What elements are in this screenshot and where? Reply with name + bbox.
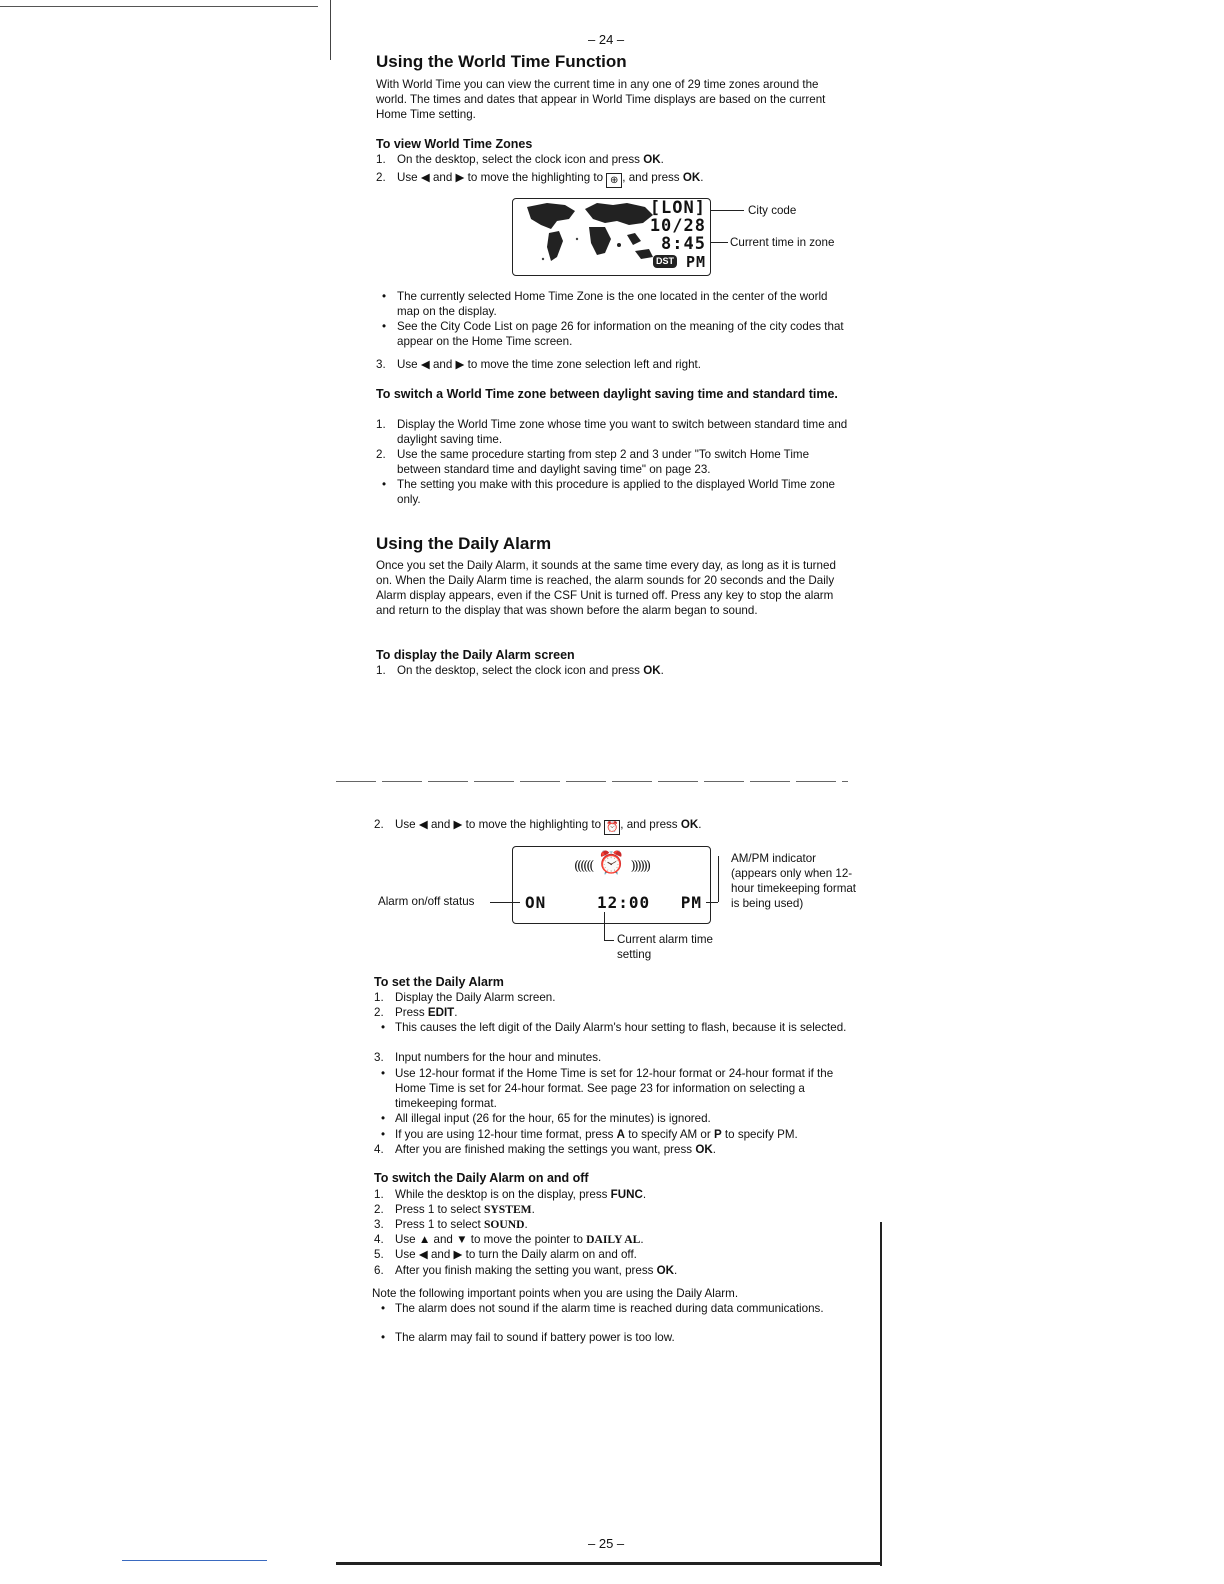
current-time-leader xyxy=(710,242,728,243)
step-text-end: . xyxy=(700,171,704,184)
dst-step-2 xyxy=(376,447,850,477)
bullet-dot: • xyxy=(381,1331,386,1344)
dst-heading: To switch a World Time zone between daylight saving time and standard time. xyxy=(376,387,838,401)
display-alarm-heading: To display the Daily Alarm screen xyxy=(376,648,575,662)
dst-note xyxy=(382,477,850,507)
step-text-end: . xyxy=(642,1188,647,1201)
city-code-callout: City code xyxy=(748,204,797,217)
step-text-end: . xyxy=(660,664,664,677)
view-zones-heading: To view World Time Zones xyxy=(376,137,533,151)
step-number: 1. xyxy=(376,418,386,431)
set-step-1 xyxy=(374,990,850,1005)
alarm-note-1 xyxy=(381,1301,850,1316)
step-number: 6. xyxy=(374,1264,384,1277)
alarm-status-display: ON xyxy=(525,893,547,912)
set-note-format xyxy=(381,1066,850,1111)
step-text: Use ◀ and ▶ to turn the Daily alarm on and off. xyxy=(395,1248,637,1261)
world-time-lcd xyxy=(512,198,711,276)
step-text-mid: , and press xyxy=(622,171,683,184)
world-time-intro: With World Time you can view the current time in any one of 29 time zones around the world. The times and dates that appear in World Time displays are based on the current Home Time setting. xyxy=(376,78,826,121)
menu-system: SYSTEM xyxy=(483,1203,532,1216)
step-number: 3. xyxy=(374,1218,384,1231)
step-text-end: . xyxy=(531,1203,535,1216)
alarm-time-leader-v xyxy=(604,912,605,940)
bullet-dot: • xyxy=(381,1021,386,1034)
step-text: On the desktop, select the clock icon and press xyxy=(397,153,644,166)
step-text: Input numbers for the hour and minutes. xyxy=(395,1051,602,1064)
page-number-bottom: – 25 – xyxy=(588,1536,625,1551)
step-number: 1. xyxy=(376,153,386,166)
dst-step-1 xyxy=(376,417,850,447)
step-text: Use ◀ and ▶ to move the highlighting to xyxy=(395,818,605,831)
step-number: 2. xyxy=(376,448,386,461)
note-text: All illegal input (26 for the hour, 65 for the minutes) is ignored. xyxy=(395,1112,711,1125)
dst-badge: DST xyxy=(653,255,677,268)
bullet-dot: • xyxy=(382,290,387,303)
daily-alarm-intro: Once you set the Daily Alarm, it sounds at the same time every day, as long as it is turned on. When the Daily Alarm time is reached, the alarm sounds for 20 seconds and the Daily Alarm display appears, even if the CSF Unit is turned off. Press any key to stop the alarm and return to the display that was shown before the alarm began to sound. xyxy=(376,559,836,617)
bottom-edge xyxy=(336,1562,882,1565)
note-text: The setting you make with this procedure is applied to the displayed World Time zone only. xyxy=(397,478,836,506)
note-text: See the City Code List on page 26 for information on the meaning of the city codes that appear on the Home Time screen. xyxy=(397,320,844,348)
step-text: Press 1 to select xyxy=(395,1218,484,1231)
view-step-3 xyxy=(376,357,850,372)
step-number: 3. xyxy=(376,358,386,371)
key-a: A xyxy=(616,1128,626,1141)
set-alarm-heading: To set the Daily Alarm xyxy=(374,975,504,989)
step-text-end: . xyxy=(524,1218,528,1231)
bullet-dot: • xyxy=(381,1112,386,1125)
world-time-title: Using the World Time Function xyxy=(376,52,627,71)
page-fold-divider xyxy=(336,781,848,782)
step-text-end: . xyxy=(660,153,664,166)
note-text: If you are using 12-hour time format, press xyxy=(395,1128,617,1141)
city-code-display: [LON] xyxy=(649,198,706,218)
time-display: 8:45 xyxy=(661,234,706,254)
menu-daily-al: DAILY AL xyxy=(586,1233,641,1246)
sound-waves-left: (((((( xyxy=(573,859,593,874)
step-number: 2. xyxy=(374,818,384,831)
step-text: After you finish making the setting you want, press xyxy=(395,1264,657,1277)
step-number: 5. xyxy=(374,1248,384,1261)
bullet-dot: • xyxy=(381,1302,386,1315)
key-p: P xyxy=(713,1128,722,1141)
step-text: Use the same procedure starting from step 2 and 3 under "To switch Home Time between standard time and daylight saving time" on page 23. xyxy=(397,448,810,476)
note-text-mid: to specify AM or xyxy=(625,1128,714,1141)
bullet-dot: • xyxy=(381,1128,386,1141)
display-step-1 xyxy=(376,663,850,678)
step-text-end: . xyxy=(674,1264,678,1277)
world-map-graphic xyxy=(517,199,657,273)
key-ok: OK xyxy=(695,1143,713,1156)
ampm-indicator-callout: AM/PM indicator (appears only when 12-hour timekeeping format is being used) xyxy=(731,852,857,910)
step-number: 1. xyxy=(376,664,386,677)
note-text: The alarm may fail to sound if battery power is too low. xyxy=(395,1331,675,1344)
set-step-2 xyxy=(374,1005,850,1020)
step-text-end: . xyxy=(712,1143,716,1156)
ampm-leader-h xyxy=(706,902,718,903)
alarm-time-leader-h xyxy=(604,940,614,941)
step-number: 4. xyxy=(374,1233,384,1246)
set-note-flash xyxy=(381,1020,850,1035)
step-number: 3. xyxy=(374,1051,384,1064)
ampm-leader-v xyxy=(718,856,719,902)
step-number: 2. xyxy=(374,1203,384,1216)
switch-step-1 xyxy=(374,1187,850,1202)
right-page-edge xyxy=(880,1222,882,1566)
bullet-dot: • xyxy=(382,320,387,333)
sound-waves-right: )))))) xyxy=(630,859,650,874)
alarm-ampm-display: PM xyxy=(680,893,702,912)
step-text: Press xyxy=(395,1006,428,1019)
bell-icon: ⏰ xyxy=(597,851,626,876)
switch-step-2 xyxy=(374,1202,850,1217)
step-text: Press 1 to select xyxy=(395,1203,484,1216)
switch-step-3 xyxy=(374,1217,850,1232)
switch-alarm-heading: To switch the Daily Alarm on and off xyxy=(374,1171,589,1185)
alarm-status-leader xyxy=(490,902,520,903)
step-number: 1. xyxy=(374,1188,384,1201)
step-text: While the desktop is on the display, press xyxy=(395,1188,611,1201)
step-text-end: . xyxy=(640,1233,644,1246)
key-edit: EDIT xyxy=(427,1006,455,1019)
menu-sound: SOUND xyxy=(483,1218,525,1231)
bullet-dot: • xyxy=(381,1067,386,1080)
step-text: Use ▲ and ▼ to move the pointer to xyxy=(395,1233,587,1246)
current-time-callout: Current time in zone xyxy=(730,236,835,249)
set-note-ampm xyxy=(381,1127,850,1142)
step-text: Display the World Time zone whose time you want to switch between standard time and daylight saving time. xyxy=(397,418,848,446)
set-note-illegal xyxy=(381,1111,850,1126)
alarm-status-callout: Alarm on/off status xyxy=(378,895,475,908)
step-number: 2. xyxy=(376,171,386,184)
key-ok: OK xyxy=(643,153,661,166)
set-step-3 xyxy=(374,1050,850,1065)
step-number: 1. xyxy=(374,991,384,1004)
switch-step-6 xyxy=(374,1263,850,1278)
set-step-4 xyxy=(374,1142,850,1157)
view-note-1 xyxy=(382,289,850,319)
switch-step-4 xyxy=(374,1232,850,1247)
alarm-time-callout: Current alarm time setting xyxy=(617,933,713,961)
top-left-rule xyxy=(0,6,318,7)
note-text-end: to specify PM. xyxy=(721,1128,798,1141)
date-display: 10/28 xyxy=(649,216,706,236)
city-code-leader xyxy=(710,210,744,211)
view-note-2 xyxy=(382,319,850,349)
switch-step-5 xyxy=(374,1247,850,1262)
view-step-1 xyxy=(376,152,850,167)
note-text: The currently selected Home Time Zone is the one located in the center of the world map on the display. xyxy=(397,290,828,318)
step-text: After you are finished making the settings you want, press xyxy=(395,1143,696,1156)
note-text: Use 12-hour format if the Home Time is set for 12-hour format or 24-hour format if the Home Time is set for 24-hour format. See page 23 for information on selecting a timekeeping format. xyxy=(395,1067,834,1110)
step-number: 2. xyxy=(374,1006,384,1019)
alarm-sound-graphic xyxy=(513,851,710,876)
step-text: Use ◀ and ▶ to move the highlighting to xyxy=(397,171,607,184)
key-ok: OK xyxy=(643,664,661,677)
daily-alarm-lcd xyxy=(512,846,711,924)
key-func: FUNC xyxy=(610,1188,643,1201)
alarm-time-display: 12:00 xyxy=(597,893,651,912)
bottom-left-rule xyxy=(122,1560,267,1561)
left-binding-line xyxy=(330,0,331,60)
globe-icon: ⊕ xyxy=(606,173,622,188)
key-ok: OK xyxy=(682,171,701,184)
note-text: The alarm does not sound if the alarm time is reached during data communications. xyxy=(395,1302,824,1315)
page-number-top: – 24 – xyxy=(588,32,625,47)
step-text: On the desktop, select the clock icon and press xyxy=(397,664,644,677)
note-text: This causes the left digit of the Daily Alarm's hour setting to flash, because it is selected. xyxy=(395,1021,847,1034)
step-text: Use ◀ and ▶ to move the time zone selection left and right. xyxy=(397,358,701,371)
step-number: 4. xyxy=(374,1143,384,1156)
view-step-2 xyxy=(376,170,850,188)
ampm-display: PM xyxy=(685,253,706,271)
display-step-2 xyxy=(374,817,848,835)
step-text-mid: , and press xyxy=(620,818,681,831)
bullet-dot: • xyxy=(382,478,387,491)
step-text: Display the Daily Alarm screen. xyxy=(395,991,556,1004)
key-ok: OK xyxy=(656,1264,675,1277)
step-text-end: . xyxy=(454,1006,458,1019)
key-ok: OK xyxy=(680,818,699,831)
step-text-end: . xyxy=(698,818,702,831)
alarm-clock-icon: ⏰ xyxy=(606,822,619,833)
daily-alarm-title: Using the Daily Alarm xyxy=(376,534,552,553)
alarm-note-2 xyxy=(381,1330,850,1345)
alarm-note-intro: Note the following important points when you are using the Daily Alarm. xyxy=(372,1287,739,1300)
